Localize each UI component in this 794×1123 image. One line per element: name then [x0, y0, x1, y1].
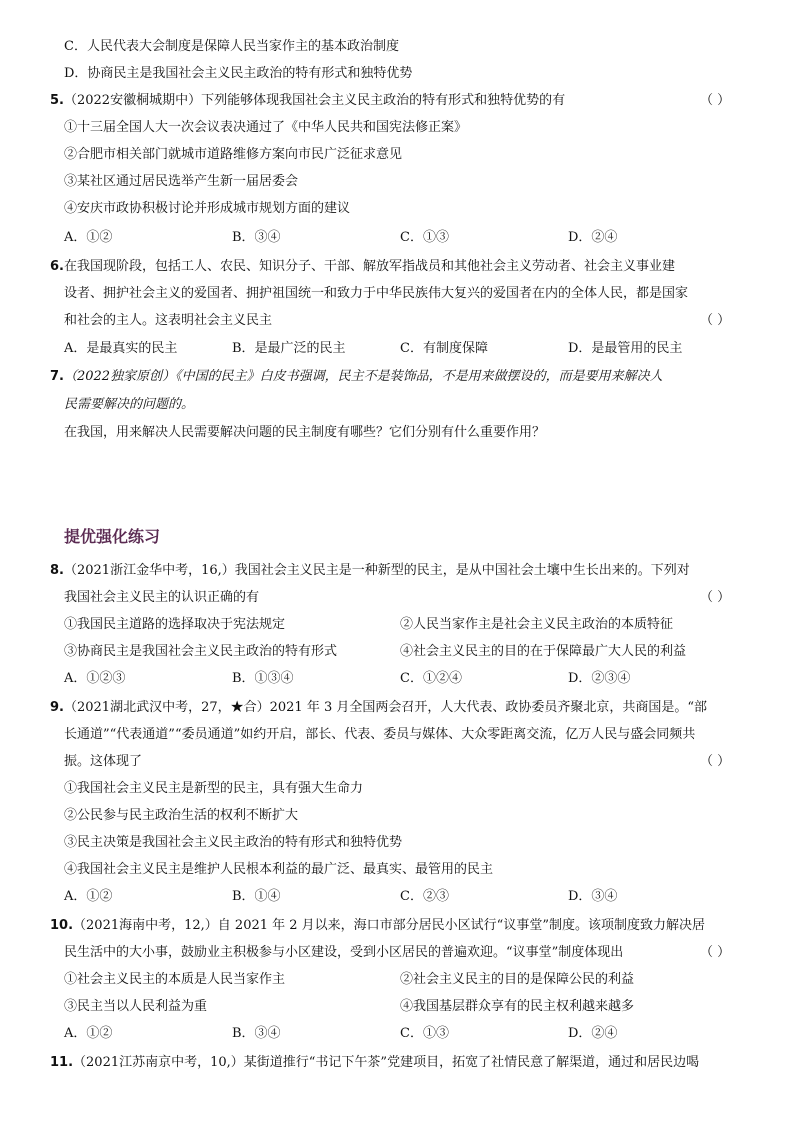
choice-c: C．①③ — [400, 1026, 449, 1041]
choice-d: D．是最管用的民主 — [568, 341, 683, 356]
choice-a: A．①② — [64, 230, 113, 245]
answer-paren: （ ） — [700, 945, 731, 960]
statement-item: ①我国社会主义民主是新型的民主，具有强大生命力 — [64, 781, 364, 796]
answer-paren: （ ） — [700, 313, 731, 328]
question-11 — [50, 1054, 699, 1072]
question-stem: （2022独家原创）《中国的民主》白皮书强调，民主不是装饰品，不是用来做摆设的，而是要用来解决人 — [63, 369, 663, 384]
answer-paren: （ ） — [700, 754, 731, 769]
statement-item: ③民主决策是我国社会主义民主政治的特有形式和独特优势 — [64, 835, 403, 850]
question-stem: （2022安徽桐城期中）下列能够体现我国社会主义民主政治的特有形式和独特优势的有 — [63, 93, 566, 108]
statement-item: ③某社区通过居民选举产生新一届居委会 — [64, 174, 299, 189]
question-stem: 和社会的主人。这表明社会主义民主 — [64, 313, 273, 328]
question-9 — [50, 699, 707, 717]
question-stem: 我国社会主义民主的认识正确的有 — [64, 590, 260, 605]
question-stem: 设者、拥护社会主义的爱国者、拥护祖国统一和致力于中华民族伟大复兴的爱国者在内的全体人民，都是国家 — [64, 286, 689, 301]
question-7 — [50, 368, 663, 386]
choice-d: D．②④ — [568, 230, 618, 245]
question-6 — [50, 258, 675, 276]
choice-c: C．②③ — [400, 889, 449, 904]
statement-item: ④安庆市政协积极讨论并形成城市规划方面的建议 — [64, 201, 351, 216]
answer-paren: （ ） — [700, 590, 731, 605]
statement-item: ③协商民主是我国社会主义民主政治的特有形式 — [64, 644, 338, 659]
choice-a: A．①②③ — [64, 671, 126, 686]
answer-paren: （ ） — [700, 93, 731, 108]
section-title: 提优强化练习 — [64, 527, 161, 546]
statement-item: ①十三届全国人大一次会议表决通过了《中华人民共和国宪法修正案》 — [64, 120, 468, 135]
statement-item: ②人民当家作主是社会主义民主政治的本质特征 — [400, 617, 674, 632]
question-stem: （2021湖北武汉中考，27，★合）2021 年 3 月全国两会召开，人大代表、政协委员齐聚北京，共商国是。“部 — [63, 700, 708, 715]
choice-a: A．①② — [64, 889, 113, 904]
question-stem: （2021江苏南京中考，10,）某街道推行“书记下午茶”党建项目，拓宽了社情民意了解渠道，通过和居民边喝 — [73, 1055, 700, 1070]
statement-item: ①我国民主道路的选择取决于宪法规定 — [64, 617, 286, 632]
question-stem: 民生活中的大小事，鼓励业主积极参与小区建设，受到小区居民的普遍欢迎。“议事堂”制度体现出 — [64, 945, 624, 960]
choice-a: A．①② — [64, 1026, 113, 1041]
choice-a: A．是最真实的民主 — [64, 341, 178, 356]
question-number: 10. — [50, 918, 74, 933]
question-stem: （2021海南中考，12,）自 2021 年 2 月以来，海口市部分居民小区试行“议事堂”制度。该项制度致力解决居 — [73, 918, 705, 933]
question-stem: （2021浙江金华中考，16,）我国社会主义民主是一种新型的民主，是从中国社会土壤中生长出来的。下列对 — [63, 563, 690, 578]
question-number: 6. — [50, 259, 64, 274]
statement-item: ④我国社会主义民主是维护人民根本利益的最广泛、最真实、最管用的民主 — [64, 862, 494, 877]
choice-d: D．②③④ — [568, 671, 631, 686]
choice-b: B．①③④ — [232, 671, 294, 686]
question-stem: 振。这体现了 — [64, 754, 143, 769]
choice-b: B．③④ — [232, 230, 281, 245]
question-stem: 民需要解决的问题的。 — [64, 397, 195, 412]
question-prompt: 在我国，用来解决人民需要解决问题的民主制度有哪些？它们分别有什么重要作用？ — [64, 425, 546, 440]
choice-b: B．是最广泛的民主 — [232, 341, 346, 356]
choice-d: D．②④ — [568, 1026, 618, 1041]
option-d: D．协商民主是我国社会主义民主政治的特有形式和独特优势 — [64, 66, 413, 81]
choice-c: C．①③ — [400, 230, 449, 245]
question-5 — [50, 92, 565, 110]
choice-c: C．有制度保障 — [400, 341, 488, 356]
question-number: 7. — [50, 369, 64, 384]
question-number: 11. — [50, 1055, 74, 1070]
choice-b: B．①④ — [232, 889, 281, 904]
question-10 — [50, 917, 705, 935]
option-c: C．人民代表大会制度是保障人民当家作主的基本政治制度 — [64, 39, 399, 54]
choice-c: C．①②④ — [400, 671, 462, 686]
statement-item: ①社会主义民主的本质是人民当家作主 — [64, 972, 286, 987]
question-stem: 长通道”“代表通道”“委员通道”如约开启，部长、代表、委员与媒体、大众零距离交流，亿万人民与盛会同频共 — [64, 727, 696, 742]
statement-item: ②合肥市相关部门就城市道路维修方案向市民广泛征求意见 — [64, 147, 403, 162]
question-stem: 在我国现阶段，包括工人、农民、知识分子、干部、解放军指战员和其他社会主义劳动者、社会主义事业建 — [63, 259, 675, 274]
question-number: 5. — [50, 93, 64, 108]
choice-d: D．③④ — [568, 889, 618, 904]
statement-item: ③民主当以人民利益为重 — [64, 999, 208, 1014]
statement-item: ④社会主义民主的目的在于保障最广大人民的利益 — [400, 644, 687, 659]
statement-item: ④我国基层群众享有的民主权利越来越多 — [400, 999, 635, 1014]
statement-item: ②公民参与民主政治生活的权利不断扩大 — [64, 808, 299, 823]
question-8 — [50, 562, 690, 580]
question-number: 9. — [50, 700, 64, 715]
statement-item: ②社会主义民主的目的是保障公民的利益 — [400, 972, 635, 987]
choice-b: B．③④ — [232, 1026, 281, 1041]
question-number: 8. — [50, 563, 64, 578]
